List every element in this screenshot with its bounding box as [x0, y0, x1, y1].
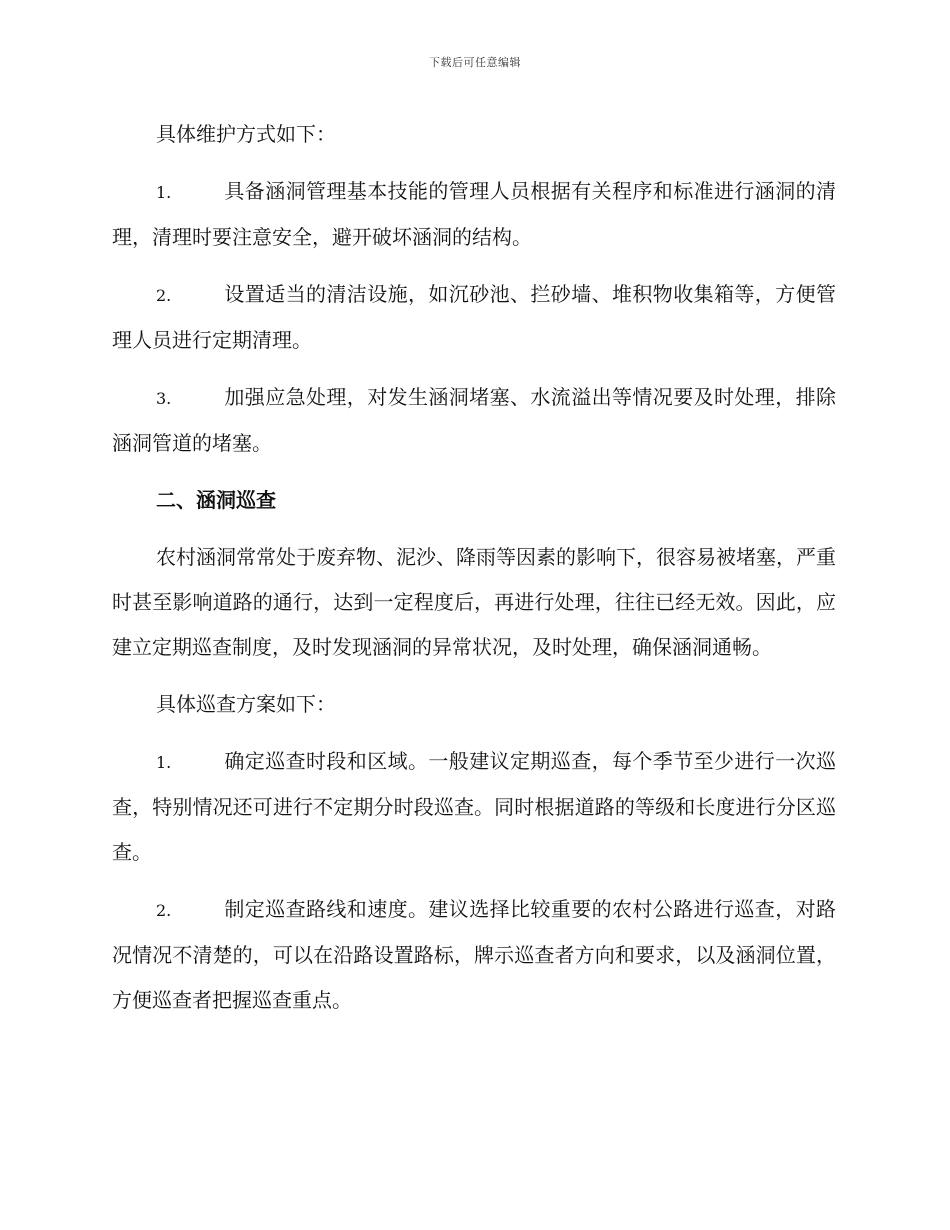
list-number: 2. — [156, 286, 172, 305]
section-heading: 二、涵洞巡查 — [156, 488, 276, 512]
maintenance-item-1 — [112, 169, 836, 260]
maintenance-item-3 — [112, 375, 836, 466]
list-number: 3. — [156, 389, 172, 408]
inspection-item-2 — [112, 887, 836, 1023]
section-body: 农村涵洞常常处于废弃物、泥沙、降雨等因素的影响下，很容易被堵塞，严重时甚至影响道路的通行，达到一定程度后，再进行处理，往往已经无效。因此，应建立定期巡查制度，及时发现涵洞的异常状况，及时处理，确保涵洞通畅。 — [112, 545, 836, 659]
header-note: 下载后可任意编辑 — [429, 56, 521, 69]
list-number: 2. — [156, 901, 172, 920]
inspection-intro: 具体巡查方案如下： — [156, 692, 336, 716]
maintenance-item-2 — [112, 272, 836, 363]
list-item-text: 确定巡查时段和区域。一般建议定期巡查，每个季节至少进行一次巡查，特别情况还可进行不定期分时段巡查。同时根据道路的等级和长度进行分区巡查。 — [112, 749, 836, 864]
document-body — [112, 112, 836, 1035]
maintenance-intro: 具体维护方式如下： — [156, 122, 336, 146]
list-item-text: 设置适当的清洁设施，如沉砂池、拦砂墙、堆积物收集箱等，方便管理人员进行定期清理。 — [112, 282, 836, 352]
inspection-item-1 — [112, 739, 836, 875]
list-number: 1. — [156, 183, 172, 202]
list-item-text: 加强应急处理，对发生涵洞堵塞、水流溢出等情况要及时处理，排除涵洞管道的堵塞。 — [112, 385, 836, 455]
list-item-text: 制定巡查路线和速度。建议选择比较重要的农村公路进行巡查，对路况情况不清楚的，可以在沿路设置路标，牌示巡查者方向和要求，以及涵洞位置，方便巡查者把握巡查重点。 — [112, 897, 836, 1012]
list-number: 1. — [156, 753, 172, 772]
list-item-text: 具备涵洞管理基本技能的管理人员根据有关程序和标准进行涵洞的清理，清理时要注意安全，避开破坏涵洞的结构。 — [112, 179, 836, 249]
